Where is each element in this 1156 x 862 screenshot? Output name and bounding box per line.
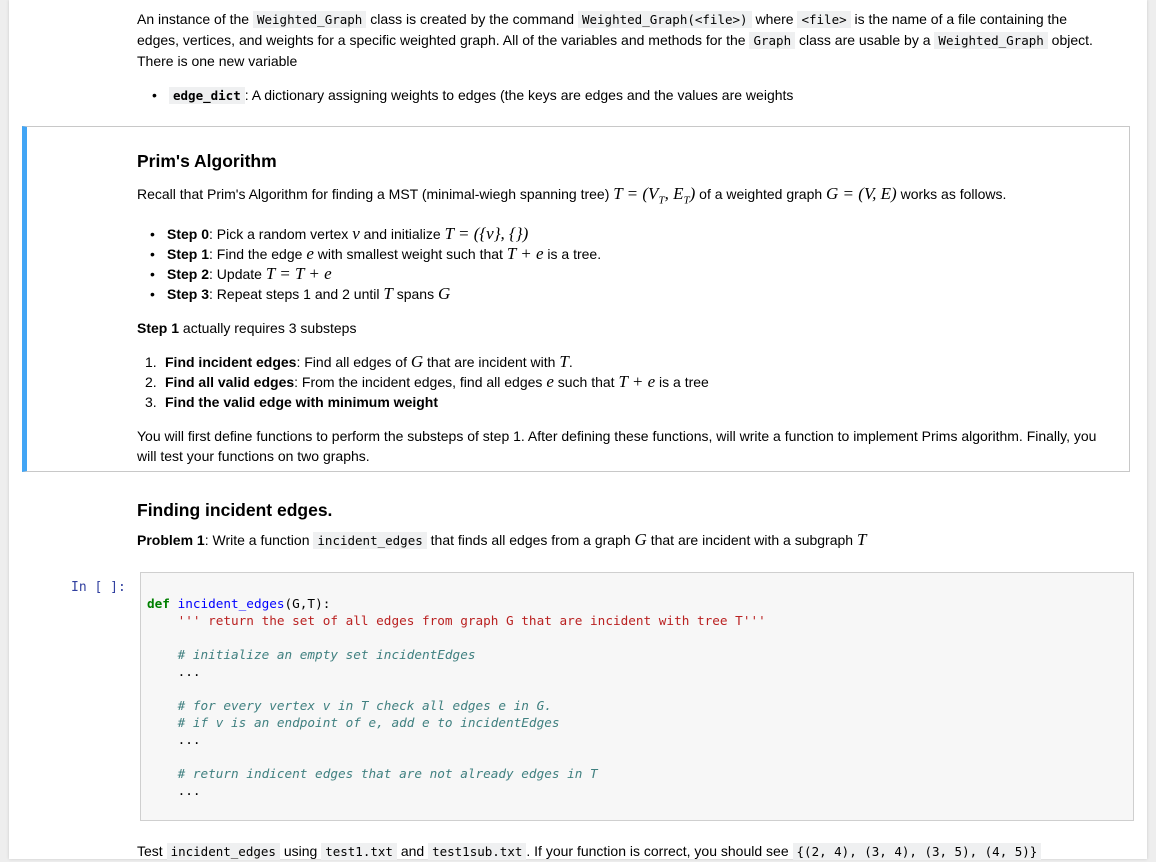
incident-edges-code: incident_edges <box>313 532 426 549</box>
incident-heading: Finding incident edges. <box>137 500 333 520</box>
intro-bullet-list <box>169 85 1127 105</box>
substeps-intro: Step 1 actually requires 3 substeps <box>137 320 357 337</box>
intro-line-3: There is one new variable <box>137 53 298 69</box>
command-code: Weighted_Graph(<file>) <box>578 11 752 28</box>
class-name-code-2: Weighted_Graph <box>934 32 1047 49</box>
intro-cell <box>137 9 1127 105</box>
intro-line-1: An instance of the Weighted_Graph class is created by the command Weighted_Graph(<file>) where <file> is the name of a file containing the <box>137 11 1067 27</box>
list-item: • Step 1: Find the edge e with smallest weight such that T + e is a tree. <box>167 244 1117 264</box>
prims-cell <box>137 150 1117 466</box>
code-text[interactable]: def incident_edges(G,T): ''' return the set of all edges from graph G that are incident with tree T''' # initialize an empty set incidentEdges ... # for every vertex v in T check all edges e in G. # if v is an endpoint of e, add e to incidentEdges ... # return indicent edges that are not already edges in T ... <box>147 596 766 798</box>
file-arg-code: <file> <box>797 11 850 28</box>
prims-closing: You will first define functions to perform the substeps of step 1. After defining these functions, will write a function to implement Prims algorithm. Finally, you will test your functions on two graphs. <box>137 428 1097 465</box>
class-name-code: Weighted_Graph <box>253 11 366 28</box>
graph-class-code: Graph <box>749 32 795 49</box>
list-item: • Step 3: Repeat steps 1 and 2 until T spans G <box>167 284 1117 304</box>
list-item: 3. Find the valid edge with minimum weight <box>145 394 439 411</box>
footer-code-file1: test1.txt <box>321 843 397 860</box>
list-item: • Step 2: Update T = T + e <box>167 264 1117 284</box>
intro-line-2: edges, vertices, and weights for a specific weighted graph. All of the variables and methods for the Graph class are usable by a Weighted_Graph object. <box>137 32 1093 48</box>
notebook-page <box>9 0 1147 859</box>
prims-recall: Recall that Prim's Algorithm for finding a MST (minimal-wiegh spanning tree) $T = (V_T$, $E_T$) of a weighted graph G = (V, E) works as follows. <box>137 184 1007 207</box>
list-item: • edge_dict : A dictionary assigning weights to edges (the keys are edges and the values are weights <box>169 85 1127 105</box>
list-item: 1. Find incident edges: Find all edges of G that are incident with T. <box>145 352 573 372</box>
list-item: • Step 0: Pick a random vertex v and initialize T = ({v}, {}) <box>167 224 1117 244</box>
math-graph: G = (V, E) <box>826 184 897 203</box>
footer-code-func: incident_edges <box>167 843 280 860</box>
footer-code-file2: test1sub.txt <box>428 843 526 860</box>
prims-steps-list <box>167 224 1117 304</box>
math-tree: $T = (V_T$, $E_T$) <box>613 184 696 207</box>
substeps-list <box>145 352 1117 412</box>
footer-code-result: {(2, 4), (3, 4), (3, 5), (4, 5)} <box>793 843 1042 860</box>
input-prompt: In [ ]: <box>71 580 126 595</box>
incident-cell <box>137 498 1127 551</box>
problem-1: Problem 1: Write a function incident_edges that finds all edges from a graph G that are incident with a subgraph T <box>137 530 867 549</box>
list-item: 2. Find all valid edges: From the incident edges, find all edges e such that T + e is a tree <box>145 372 709 392</box>
code-editor[interactable] <box>140 572 1134 821</box>
edge-dict-code: edge_dict <box>169 87 245 104</box>
test-instructions: Test incident_edges using test1.txt and test1sub.txt . If your function is correct, you should see {(2, 4), (3, 4), (3, 5), (4, 5)} <box>137 841 1137 862</box>
prims-heading: Prim's Algorithm <box>137 151 277 171</box>
